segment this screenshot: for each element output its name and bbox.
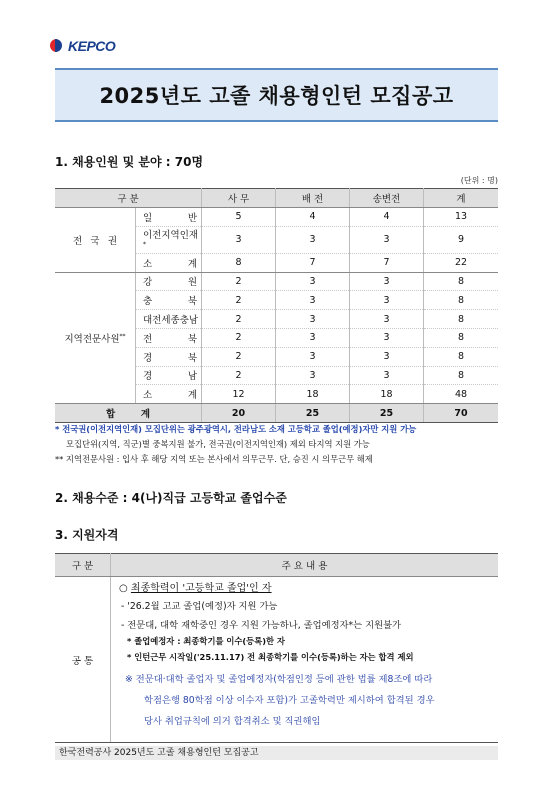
note-2: 모집단위(지역, 직군)별 중복지원 불가, 전국권(이전지역인재) 제외 타지역 지원 가능 bbox=[66, 439, 370, 449]
row-label: 경 북 bbox=[136, 347, 202, 366]
cell: 3 bbox=[276, 226, 350, 253]
cell: 3 bbox=[276, 366, 350, 385]
header-content: 주 요 내 용 bbox=[111, 554, 499, 577]
recruitment-table bbox=[55, 188, 498, 423]
section1-heading: 1. 채용인원 및 분야 : 70명 bbox=[55, 155, 204, 169]
line-8: 당사 취업규칙에 의거 합격취소 및 직권해임 bbox=[144, 716, 321, 727]
cell: 8 bbox=[424, 366, 499, 385]
table-header-row bbox=[55, 189, 498, 208]
cell: 22 bbox=[424, 253, 499, 272]
logo-text: KEPCO bbox=[68, 38, 116, 54]
cell: 3 bbox=[276, 291, 350, 310]
cell: 2 bbox=[202, 347, 276, 366]
cell: 2 bbox=[202, 310, 276, 329]
header-total: 계 bbox=[424, 189, 499, 208]
header-category: 구 분 bbox=[55, 189, 202, 208]
header-office: 사 무 bbox=[202, 189, 276, 208]
table-row bbox=[55, 207, 498, 226]
cell: 3 bbox=[276, 310, 350, 329]
cell: 4 bbox=[276, 207, 350, 226]
eligibility-table bbox=[55, 553, 498, 743]
group-national-label: 전 국 권 bbox=[73, 235, 117, 247]
note-1: * 전국권(이전지역인재) 모집단위는 광주광역시, 전라남도 소재 고등학교 졸업(예정)자만 지원 가능 bbox=[55, 424, 417, 434]
cell: 70 bbox=[424, 404, 499, 423]
unit-label: (단위 : 명) bbox=[460, 176, 498, 185]
line-4: * 졸업예정자 : 최종학기를 이수(등록)한 자 bbox=[127, 636, 285, 646]
cell: 48 bbox=[424, 385, 499, 404]
cell: 3 bbox=[276, 347, 350, 366]
row-label: 이전지역인재* bbox=[136, 226, 202, 253]
line-3: - 전문대, 대학 재학중인 경우 지원 가능하나, 졸업예정자*는 지원불가 bbox=[121, 620, 402, 631]
group-national bbox=[55, 207, 136, 272]
cell: 12 bbox=[202, 385, 276, 404]
note-3: ** 지역전문사원 : 입사 후 해당 지역 또는 본사에서 의무근무. 단, 승진 시 의무근무 해제 bbox=[55, 454, 373, 464]
eligibility-content bbox=[111, 577, 499, 743]
total-label: 합 계 bbox=[55, 404, 202, 423]
cell: 3 bbox=[350, 272, 424, 291]
cell: 18 bbox=[276, 385, 350, 404]
table-row bbox=[55, 577, 498, 743]
cell: 3 bbox=[276, 328, 350, 347]
section2-heading: 2. 채용수준 : 4(나)직급 고등학교 졸업수준 bbox=[55, 491, 287, 505]
cell: 2 bbox=[202, 328, 276, 347]
cell: 2 bbox=[202, 291, 276, 310]
cell: 4 bbox=[350, 207, 424, 226]
cell: 7 bbox=[276, 253, 350, 272]
row-label: 충 북 bbox=[136, 291, 202, 310]
cell: 8 bbox=[424, 272, 499, 291]
row-label: 전 북 bbox=[136, 328, 202, 347]
cell: 20 bbox=[202, 404, 276, 423]
group-regional: 지역전문사원** bbox=[55, 272, 136, 404]
cell: 3 bbox=[276, 272, 350, 291]
cell: 3 bbox=[202, 226, 276, 253]
cell: 8 bbox=[424, 347, 499, 366]
page-title: 2025년도 고졸 채용형인턴 모집공고 bbox=[99, 84, 454, 108]
row-label: 강 원 bbox=[136, 272, 202, 291]
title-banner bbox=[55, 68, 498, 122]
cell: 3 bbox=[350, 347, 424, 366]
row-label: 소 계 bbox=[136, 253, 202, 272]
row-label: 소 계 bbox=[136, 385, 202, 404]
cell: 3 bbox=[350, 226, 424, 253]
row-label: 대전세종충남 bbox=[136, 310, 202, 329]
cell: 3 bbox=[350, 366, 424, 385]
cell: 13 bbox=[424, 207, 499, 226]
cell: 8 bbox=[202, 253, 276, 272]
header-transmission: 송변전 bbox=[350, 189, 424, 208]
cell: 2 bbox=[202, 366, 276, 385]
line-5: * 인턴근무 시작일('25.11.17) 전 최종학기를 이수(등록)하는 자는 합격 제외 bbox=[127, 652, 414, 662]
cell: 7 bbox=[350, 253, 424, 272]
cell: 3 bbox=[350, 291, 424, 310]
kepco-logo-icon bbox=[50, 39, 64, 53]
line-2: - '26.2월 고교 졸업(예정)자 지원 가능 bbox=[121, 601, 278, 612]
line-1: ○ 최종학력이 '고등학교 졸업'인 자 bbox=[119, 583, 272, 594]
cell: 8 bbox=[424, 291, 499, 310]
line-7: 학점은행 80학점 이상 이수자 포함)가 고졸학력만 제시하여 합격된 경우 bbox=[144, 695, 435, 706]
kepco-logo bbox=[50, 38, 115, 54]
cell: 25 bbox=[276, 404, 350, 423]
header-distribution: 배 전 bbox=[276, 189, 350, 208]
header-category: 구 분 bbox=[55, 554, 111, 577]
cell: 3 bbox=[350, 328, 424, 347]
line-6: ※ 전문대·대학 졸업자 및 졸업예정자(학점인정 등에 관한 법률 제8조에 따라 bbox=[125, 674, 433, 685]
row-label-common: 공 통 bbox=[55, 577, 111, 743]
cell: 2 bbox=[202, 272, 276, 291]
cell: 8 bbox=[424, 310, 499, 329]
total-row bbox=[55, 404, 498, 423]
table-row bbox=[55, 272, 498, 291]
cell: 8 bbox=[424, 328, 499, 347]
footer: 한국전력공사 2025년도 고졸 채용형인턴 모집공고 bbox=[55, 746, 498, 760]
cell: 9 bbox=[424, 226, 499, 253]
section3-heading: 3. 지원자격 bbox=[55, 528, 119, 542]
cell: 5 bbox=[202, 207, 276, 226]
cell: 25 bbox=[350, 404, 424, 423]
cell: 3 bbox=[350, 310, 424, 329]
row-label: 경 남 bbox=[136, 366, 202, 385]
table-header-row bbox=[55, 554, 498, 577]
row-label: 일 반 bbox=[136, 207, 202, 226]
cell: 18 bbox=[350, 385, 424, 404]
